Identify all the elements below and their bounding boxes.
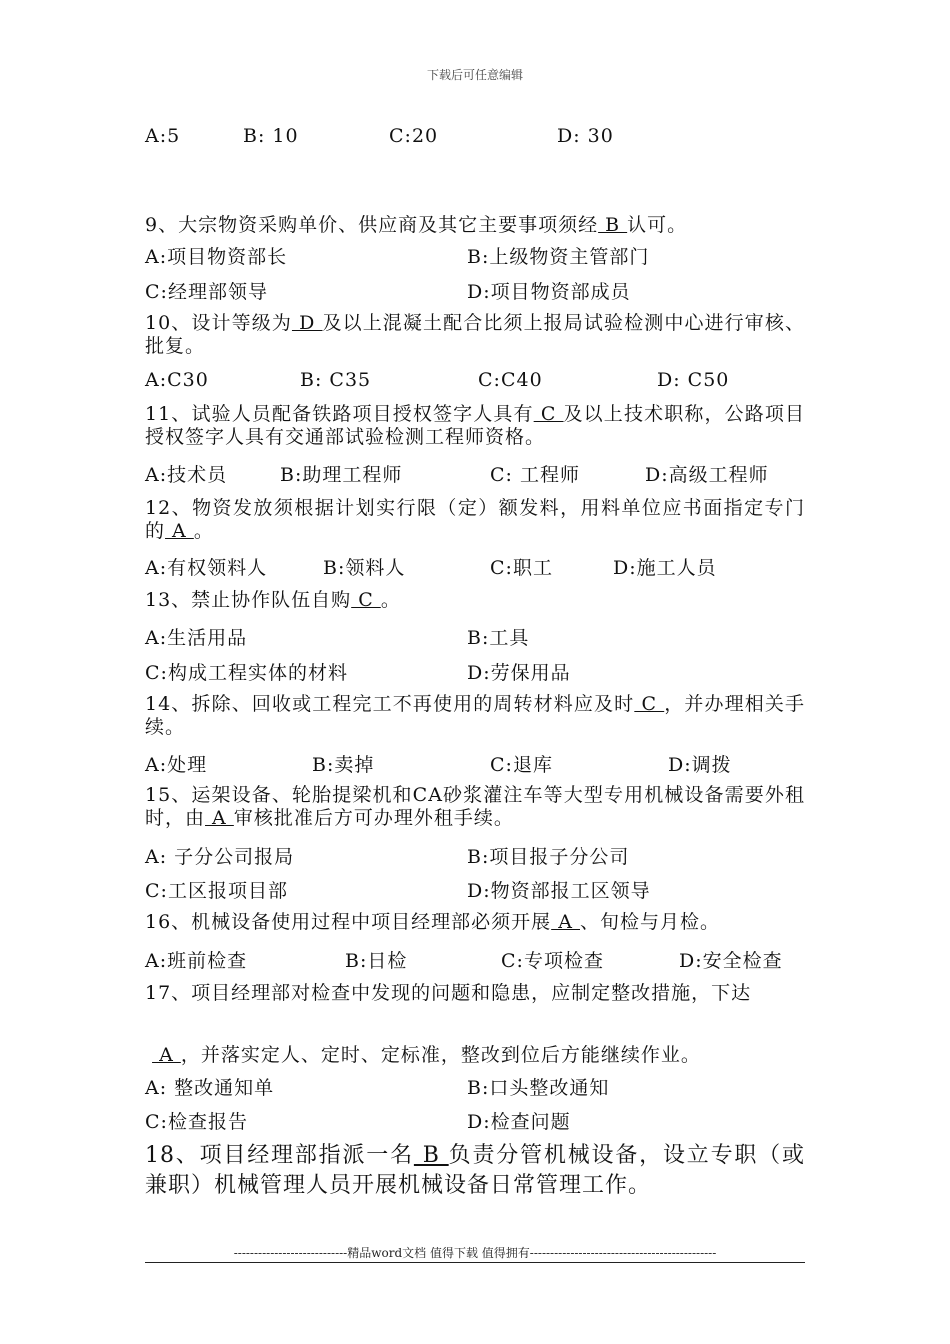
answer-blank: B <box>598 214 628 236</box>
q16-option-d: D:安全检查 <box>679 950 783 972</box>
q10-option-c: C:C40 <box>478 369 543 391</box>
q11-option-c: C: 工程师 <box>490 464 580 486</box>
q8-option-c: C:20 <box>389 125 439 147</box>
q8-option-a: A:5 <box>145 125 181 147</box>
q14-options <box>145 750 805 774</box>
q10-option-b: B: C35 <box>300 369 372 391</box>
q14-option-d: D:调拨 <box>668 754 732 776</box>
q9-option-b: B:上级物资主管部门 <box>467 246 650 268</box>
q10-option-a: A:C30 <box>145 369 209 391</box>
question-17-cont: A ，并落实定人、定时、定标准，整改到位后方能继续作业。 <box>152 1044 701 1066</box>
question-16: 16、机械设备使用过程中项目经理部必须开展 A 、旬检与月检。 <box>145 911 721 933</box>
q15-options-row1 <box>145 842 805 866</box>
q11-option-d: D:高级工程师 <box>645 464 769 486</box>
q9-option-c: C:经理部领导 <box>145 281 268 303</box>
answer-blank: A <box>165 520 194 542</box>
q17-option-c: C:检查报告 <box>145 1111 248 1133</box>
q17-options-row1 <box>145 1073 805 1097</box>
q13-option-a: A:生活用品 <box>145 627 248 649</box>
q17-option-b: B:口头整改通知 <box>467 1077 610 1099</box>
q16-option-a: A:班前检查 <box>145 950 248 972</box>
q11-option-b: B:助理工程师 <box>280 464 403 486</box>
answer-blank: A <box>205 807 234 829</box>
question-14: 14、拆除、回收或工程完工不再使用的周转材料应及时 C ，并办理相关手续。 <box>145 693 805 738</box>
q12-option-a: A:有权领料人 <box>145 557 268 579</box>
q13-options-row1 <box>145 623 805 647</box>
question-17: 17、项目经理部对检查中发现的问题和隐患，应制定整改措施，下达 <box>145 982 752 1004</box>
question-10: 10、设计等级为 D 及以上混凝土配合比须上报局试验检测中心进行审核、批复。 <box>145 312 805 357</box>
q17-options-row2 <box>145 1107 805 1131</box>
answer-blank: A <box>551 911 580 933</box>
question-18: 18、项目经理部指派一名 B 负责分管机械设备，设立专职（或兼职）机械管理人员开展机械设备日常管理工作。 <box>145 1143 805 1198</box>
q15-option-a: A: 子分公司报局 <box>145 846 295 868</box>
q8-option-d: D: 30 <box>557 125 614 147</box>
q14-option-c: C:退库 <box>490 754 553 776</box>
q15-option-b: B:项目报子分公司 <box>467 846 630 868</box>
q16-option-b: B:日检 <box>345 950 408 972</box>
question-9: 9、大宗物资采购单价、供应商及其它主要事项须经 B 认可。 <box>145 214 688 236</box>
q15-options-row2 <box>145 876 805 900</box>
question-13: 13、禁止协作队伍自购 C 。 <box>145 589 401 611</box>
q9-options-row2 <box>145 277 805 301</box>
q14-option-b: B:卖掉 <box>312 754 375 776</box>
q13-options-row2 <box>145 658 805 682</box>
q12-option-b: B:领料人 <box>323 557 406 579</box>
page-footer: ----------------------------精品word文档 值得下载 值得拥有---------------------------------------------- <box>233 1246 717 1260</box>
q16-option-c: C:专项检查 <box>501 950 604 972</box>
q13-option-c: C:构成工程实体的材料 <box>145 662 348 684</box>
q16-options <box>145 946 805 970</box>
q9-option-d: D:项目物资部成员 <box>467 281 631 303</box>
q12-option-d: D:施工人员 <box>613 557 717 579</box>
q17-option-a: A: 整改通知单 <box>145 1077 275 1099</box>
q8-option-b: B: 10 <box>243 125 299 147</box>
answer-blank: D <box>291 312 323 334</box>
footer-divider <box>145 1262 805 1263</box>
question-11: 11、试验人员配备铁路项目授权签字人具有 C 及以上技术职称，公路项目授权签字人具有交通部试验检测工程师资格。 <box>145 403 805 448</box>
answer-blank: B <box>413 1143 449 1168</box>
q9-option-a: A:项目物资部长 <box>145 246 288 268</box>
q14-option-a: A:处理 <box>145 754 208 776</box>
question-15: 15、运架设备、轮胎提梁机和CA砂浆灌注车等大型专用机械设备需要外租时，由 A 审核批准后方可办理外租手续。 <box>145 784 805 829</box>
q15-option-c: C:工区报项目部 <box>145 880 288 902</box>
answer-blank: C <box>351 589 381 611</box>
q9-options-row1 <box>145 242 805 266</box>
q13-option-d: D:劳保用品 <box>467 662 571 684</box>
q11-options <box>145 460 805 484</box>
answer-blank: C <box>634 693 665 715</box>
q8-options <box>145 125 805 149</box>
question-12: 12、物资发放须根据计划实行限（定）额发料，用料单位应书面指定专门的 A 。 <box>145 497 805 542</box>
q10-options <box>145 369 805 393</box>
answer-blank: A <box>152 1044 181 1066</box>
q11-option-a: A:技术员 <box>145 464 228 486</box>
page-header: 下载后可任意编辑 <box>426 68 523 82</box>
q13-option-b: B:工具 <box>467 627 530 649</box>
q10-option-d: D: C50 <box>657 369 730 391</box>
q12-option-c: C:职工 <box>490 557 553 579</box>
q17-option-d: D:检查问题 <box>467 1111 571 1133</box>
q15-option-d: D:物资部报工区领导 <box>467 880 651 902</box>
q12-options <box>145 553 805 577</box>
answer-blank: C <box>533 403 564 425</box>
